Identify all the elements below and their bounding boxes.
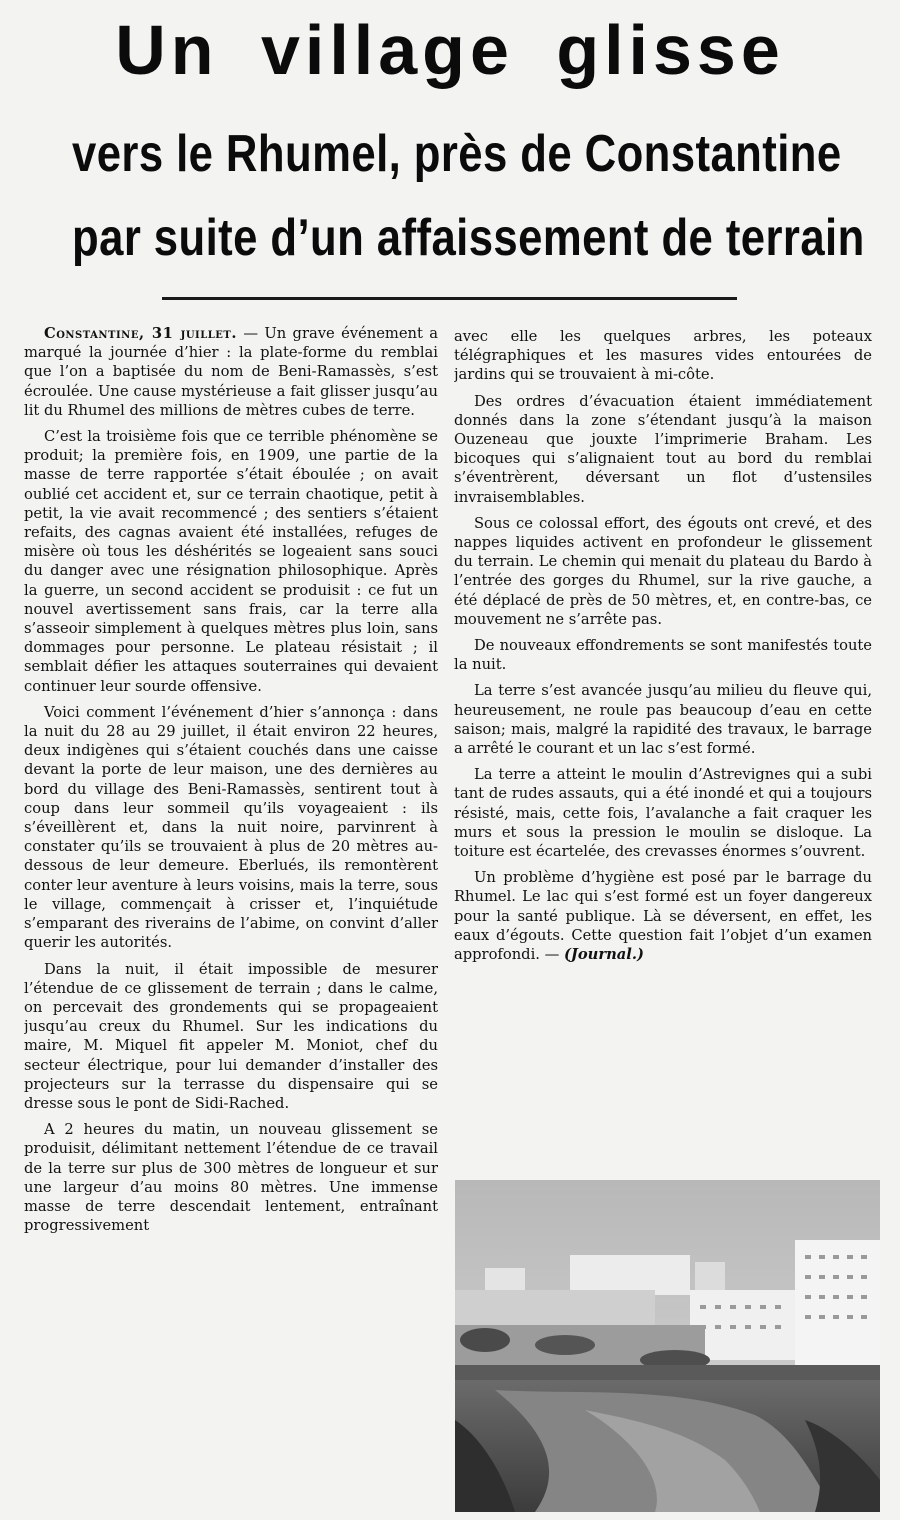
article-column-left: [24, 324, 438, 1514]
paragraph-text: — Un grave événement a marqué la journée d’hier : la plate-forme du remblai que l’on a baptisée du nom de Beni-Ramassès, s’est écroulée. Une cause mystérieuse a fait glisser jusqu’au lit du Rhumel des millions de mètres cubes de terre.: [24, 325, 438, 419]
paragraph: Voici comment l’événement d’hier s’annonça : dans la nuit du 28 au 29 juillet, il était environ 22 heures, deux indigènes qui s’étaient couchés dans une caisse devant la porte de leur maison, une des dernières au bord du village des Beni-Ramassès, sentirent tout à coup dans leur sommeil qu’ils voyageaient : ils s’éveillèrent et, dans la nuit noire, parvinrent à constater qu’ils se trouvaient à plus de 20 mètres au-dessous de leur demeure. Eberlués, ils remontèrent conter leur aventure à leurs voisins, mais la terre, sous le village, commençait à crisser et, l’inquiétude s’emparant des riverains de l’abime, on convint d’aller querir les autorités.: [24, 703, 438, 952]
paragraph: La terre a atteint le moulin d’Astrevignes qui a subi tant de rudes assauts, qui a été inondé et qui a toujours résisté, mais, cette fois, l’avalanche a fait craquer les murs et sous la pression le moulin se disloque. La toiture est écartelée, des crevasses énormes s’ouvrent.: [454, 766, 872, 861]
article-column-right: [454, 327, 872, 1162]
paragraph: [24, 324, 438, 420]
headline-line-3: par suite d’un affaissement de terrain: [72, 209, 865, 267]
paragraph: La terre s’est avancée jusqu’au milieu du fleuve qui, heureusement, ne roule pas beaucoup d’eau en cette saison; mais, malgré la rapidité des travaux, le barrage a arrêté le courant et un lac s’est formé.: [454, 682, 872, 758]
headline-rule: [162, 297, 737, 300]
paragraph: De nouveaux effondrements se sont manifestés toute la nuit.: [454, 637, 872, 674]
paragraph: A 2 heures du matin, un nouveau glissement se produisit, délimitant nettement l’étendue de ce travail de la terre sur plus de 300 mètres de longueur et sur une largeur d’au moins 80 mètres. Une immense masse de terre descendait lentement, entraînant progressivement: [24, 1121, 438, 1235]
headline-line-1: Un village glisse: [115, 11, 785, 89]
dateline: Constantine, 31 juillet.: [44, 325, 237, 342]
headline-line-2: vers le Rhumel, près de Constantine: [72, 125, 842, 183]
paragraph: avec elle les quelques arbres, les poteaux télégraphiques et les masures vides entourées de jardins qui se trouvaient à mi-côte.: [454, 328, 872, 384]
source-credit: (Journal.): [563, 946, 644, 964]
paragraph: Des ordres d’évacuation étaient immédiatement donnés dans la zone s’étendant jusqu’à la maison Ouzeneau que jouxte l’imprimerie Braham. Les bicoques qui s’alignaient tout au bord du remblai s’éventrèrent, déversant un flot d’ustensiles invraisemblables.: [454, 392, 872, 506]
landslide-photo: [455, 1180, 880, 1512]
paragraph: [454, 868, 872, 964]
paragraph: C’est la troisième fois que ce terrible phénomène se produit; la première fois, en 1909, une partie de la masse de terre rapportée s’était éboulée ; on avait oublié cet accident et, sur ce terrain chaotique, petit à petit, la vie avait recommencé ; des sentiers s’étaient refaits, des cagnas avaient été installées, refuges de misère où tous les déshérités se logeaient sans souci du danger avec une résignation philosophique. Après la guerre, un second accident se produisit : ce fut un nouvel avertissement sans frais, car la terre alla s’asseoir simplement à quelques mètres plus loin, sans dommages pour personne. Le plateau résistait ; il semblait défier les attaques souterraines qui devaient continuer leur sourde offensive.: [24, 428, 438, 695]
paragraph: Dans la nuit, il était impossible de mesurer l’étendue de ce glissement de terrain ; dans le calme, on percevait des grondements qui se propageaient jusqu’au creux du Rhumel. Sur les indications du maire, M. Miquel fit appeler M. Moniot, chef du secteur électrique, pour lui demander d’installer des projecteurs sur la terrasse du dispensaire qui se dresse sous le pont de Sidi-Rached.: [24, 960, 438, 1112]
paragraph: Sous ce colossal effort, des égouts ont crevé, et des nappes liquides activent en profondeur le glissement du terrain. Le chemin qui menait du plateau du Bardo à l’entrée des gorges du Rhumel, sur la rive gauche, a été déplacé de près de 50 mètres, et, en contre-bas, ce mouvement ne s’arrête pas.: [454, 514, 872, 628]
paragraph-text: Un problème d’hygiène est posé par le barrage du Rhumel. Le lac qui s’est formé est un foyer dangereux pour la santé publique. Là se déversent, en effet, les eaux d’égouts. Cette question fait l’objet d’un examen approfondi. —: [454, 869, 872, 964]
